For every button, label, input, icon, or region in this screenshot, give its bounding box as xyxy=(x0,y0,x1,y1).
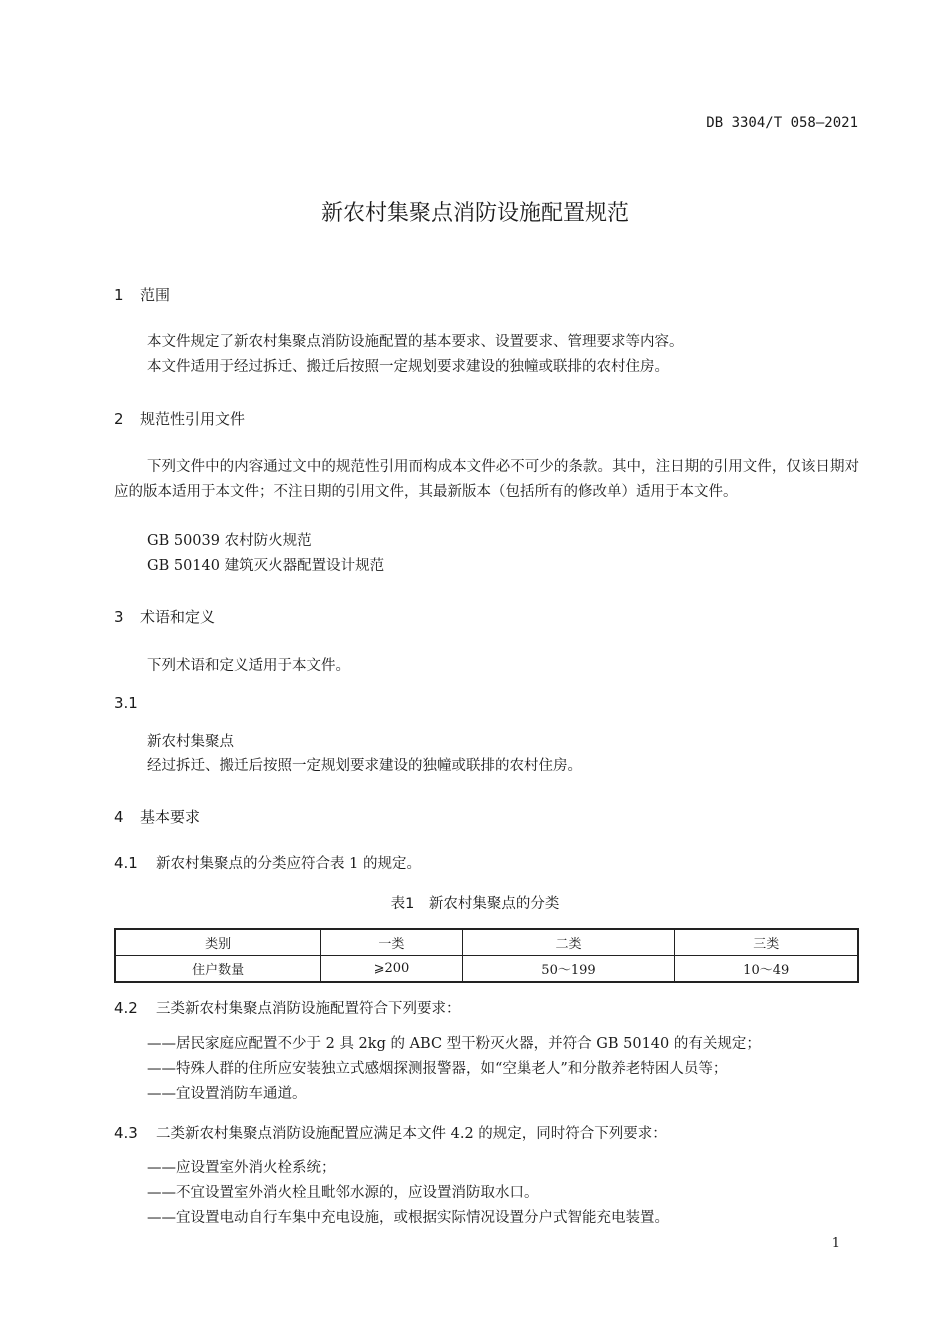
clause-number: 4.2 xyxy=(114,999,138,1017)
table-cell: 50～199 xyxy=(462,956,675,983)
paragraph: 本文件适用于经过拆迁、搬迁后按照一定规划要求建设的独幢或联排的农村住房。 xyxy=(147,359,669,375)
section-number: 4 xyxy=(114,808,124,826)
clause-text: 三类新农村集聚点消防设施配置符合下列要求： xyxy=(156,1001,461,1017)
list-item: ——居民家庭应配置不少于 2 具 2kg 的 ABC 型干粉灭火器，并符合 GB 50140 的有关规定； xyxy=(147,1036,761,1052)
section-3-heading xyxy=(114,606,215,627)
table-header-cell: 类别 xyxy=(115,929,321,956)
list-item: ——宜设置电动自行车集中充电设施，或根据实际情况设置分户式智能充电装置。 xyxy=(147,1210,669,1226)
table-row xyxy=(115,956,858,983)
section-title: 术语和定义 xyxy=(140,608,216,626)
list-item: ——应设置室外消火栓系统； xyxy=(147,1160,336,1176)
list-item: ——宜设置消防车通道。 xyxy=(147,1086,307,1102)
paragraph: 下列文件中的内容通过文中的规范性引用而构成本文件必不可少的条款。其中，注日期的引用文件，仅该日期对应的版本适用于本文件；不注日期的引用文件，其最新版本（包括所有的修改单）适用于本文件。 xyxy=(114,459,859,500)
table-cell: 住户数量 xyxy=(115,956,321,983)
reference-item: GB 50039 农村防火规范 xyxy=(147,533,312,549)
table-cell: ⩾200 xyxy=(321,956,462,983)
page-number: 1 xyxy=(831,1236,840,1251)
table-caption: 表1 新农村集聚点的分类 xyxy=(390,896,560,912)
clause-text: 二类新农村集聚点消防设施配置应满足本文件 4.2 的规定，同时符合下列要求： xyxy=(156,1126,667,1142)
section-title: 范围 xyxy=(140,286,171,304)
term-definition: 经过拆迁、搬迁后按照一定规划要求建设的独幢或联排的农村住房。 xyxy=(147,758,582,774)
section-title: 基本要求 xyxy=(140,808,201,826)
clause-4-1 xyxy=(114,852,421,873)
section-4-heading xyxy=(114,806,200,827)
section-number: 1 xyxy=(114,286,124,304)
reference-item: GB 50140 建筑灭火器配置设计规范 xyxy=(147,558,385,574)
document-title: 新农村集聚点消防设施配置规范 xyxy=(320,201,629,226)
table-cell: 10～49 xyxy=(675,956,858,983)
table-header-row xyxy=(115,929,858,956)
paragraph: 下列术语和定义适用于本文件。 xyxy=(147,658,350,674)
clause-4-3 xyxy=(114,1122,667,1143)
clause-text: 新农村集聚点的分类应符合表 1 的规定。 xyxy=(156,856,421,872)
section-title: 规范性引用文件 xyxy=(140,410,246,428)
clause-number: 4.3 xyxy=(114,1124,138,1142)
section-number: 3 xyxy=(114,608,124,626)
table-header-cell: 二类 xyxy=(462,929,675,956)
list-item: ——特殊人群的住所应安装独立式感烟探测报警器，如“空巢老人”和分散养老特困人员等； xyxy=(147,1061,728,1077)
document-code: DB 3304/T 058—2021 xyxy=(706,115,858,131)
term-name: 新农村集聚点 xyxy=(147,734,234,750)
term-number: 3.1 xyxy=(114,694,138,712)
list-item: ——不宜设置室外消火栓且毗邻水源的，应设置消防取水口。 xyxy=(147,1185,539,1201)
table-header-cell: 一类 xyxy=(321,929,462,956)
section-number: 2 xyxy=(114,410,124,428)
section-1-heading xyxy=(114,284,170,305)
section-2-heading xyxy=(114,408,245,429)
clause-4-2 xyxy=(114,997,461,1018)
classification-table xyxy=(114,928,859,983)
table-header-cell: 三类 xyxy=(675,929,858,956)
paragraph: 本文件规定了新农村集聚点消防设施配置的基本要求、设置要求、管理要求等内容。 xyxy=(147,334,684,350)
clause-number: 4.1 xyxy=(114,854,138,872)
